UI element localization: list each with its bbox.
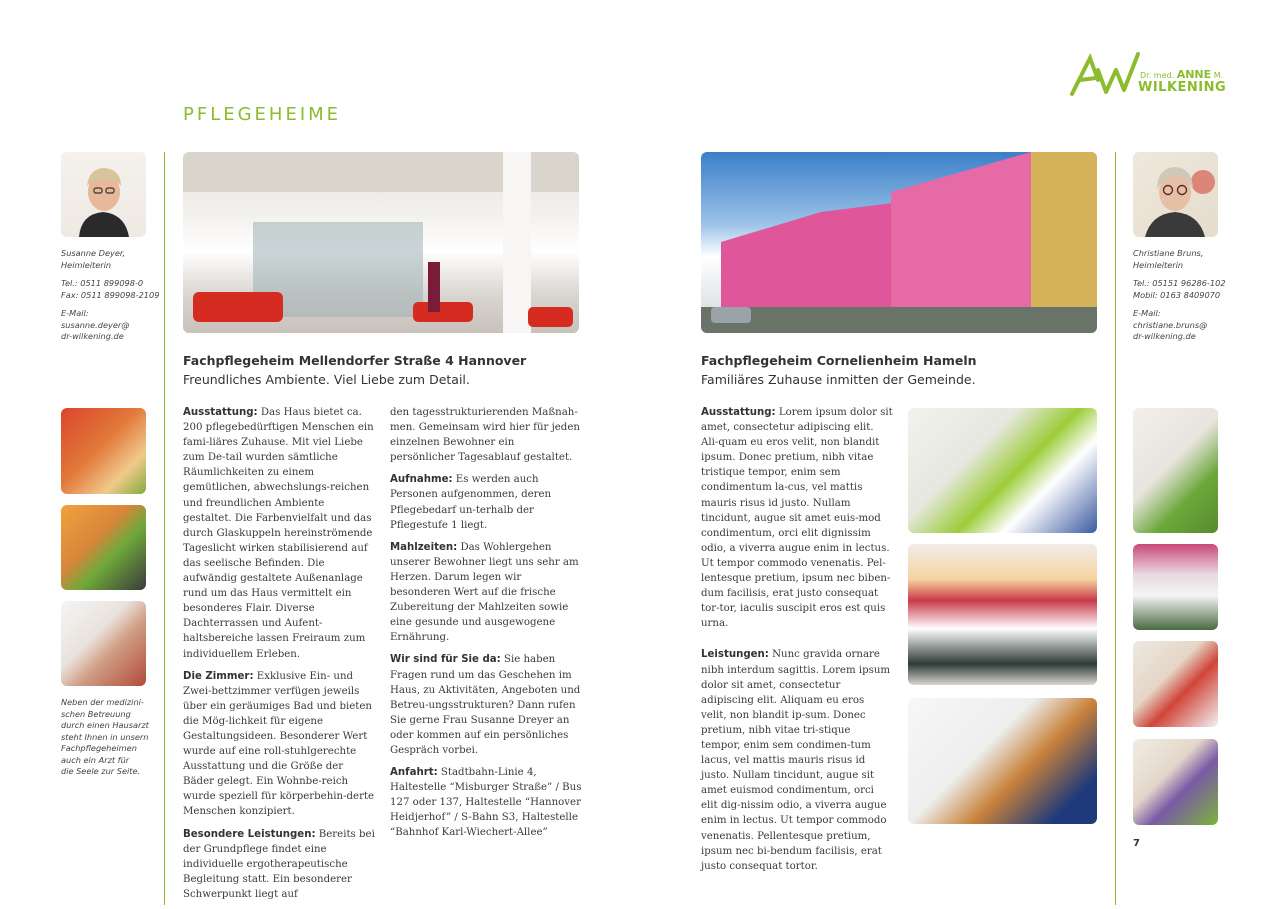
- contact-email-2: dr-wilkening.de: [61, 331, 124, 341]
- hall-scene-graphic: [183, 152, 579, 333]
- contact-role: Heimleiterin: [1133, 259, 1184, 270]
- contact-tel: Tel.: 05151 96286-102: [1133, 278, 1226, 288]
- section-title: PFLEGEHEIME: [183, 104, 342, 125]
- paragraph-mahlzeiten: Mahlzeiten: Das Wohlergehen unserer Bewohner liegt uns sehr am Herzen. Darum legen wir besonderen Wert auf die frische Zubereitung der Mahlzeiten sowie eine gesunde und ausgewogene Ernährung.: [390, 541, 579, 644]
- brand-logo: [1068, 50, 1227, 100]
- left-home-subtitle: Freundliches Ambiente. Viel Liebe zum Detail.: [183, 372, 470, 387]
- caption-line-4: steht Ihnen in unsern: [61, 731, 149, 742]
- side-photo-doctor: [61, 601, 146, 686]
- side-photo-walker: [1133, 408, 1218, 533]
- contact-email-label: E-Mail:: [61, 308, 89, 318]
- portrait-photo-susanne: [61, 152, 146, 237]
- aw-logo-icon: [1068, 50, 1140, 100]
- main-photo-pink-building: [701, 152, 1097, 333]
- person-portrait-icon: [1133, 152, 1218, 237]
- contact-email-1: christiane.bruns@: [1133, 319, 1208, 330]
- right-home-title: Fachpflegeheim Cornelienheim Hameln: [701, 353, 977, 368]
- contact-role: Heimleiterin: [61, 259, 112, 270]
- caption-line-5: Fachpflegeheimen: [61, 743, 137, 753]
- portrait-photo-christiane: [1133, 152, 1218, 237]
- right-home-subtitle: Familiäres Zuhause inmitten der Gemeinde.: [701, 372, 976, 387]
- contact-email-2: dr-wilkening.de: [1133, 331, 1196, 341]
- paragraph-tagesstruktur: den tagesstrukturierenden Maßnah-men. Gemeinsam wird hier für jeden einzelnen Bewohner ein persönlicher Tagesablauf gestaltet.: [390, 407, 580, 464]
- main-photo-entrance-hall: [183, 152, 579, 333]
- side-photo-care-talk: [1133, 739, 1218, 825]
- caption-line-7: die Seele zur Seite.: [61, 766, 141, 776]
- paragraph-ausstattung-right: Ausstattung: Lorem ipsum dolor sit amet, consectetur adipiscing elit. Ali-quam eu eros velit, non blandit ipsum. Donec pretium, nibh vitae tristique tempor, enim sem condimentum la-cus, vel mattis mauris risus id justo. Nullam tincidunt, augue sit amet euis-mod condimentum, orci elit dignissim odio, a viverra augue enim in lectus. Ut tempor commodo venenatis. Pel-lentesque pretium, ipsum nec biben-dum facilisis, erat justo consequat tor-tor, iaculis suscipit eros est quis urna.: [701, 407, 893, 630]
- photo-wheelchair-bath: [908, 408, 1097, 533]
- caption-line-6: auch ein Arzt für: [61, 754, 130, 765]
- paragraph-aufnahme: Aufnahme: Es werden auch Personen aufgenommen, deren Pflegebedarf un-terhalb der Pflegestufe 1 liegt.: [390, 474, 552, 531]
- right-vertical-rule: [1115, 152, 1116, 905]
- logo-last-name: WILKENING: [1138, 80, 1227, 95]
- building-scene-graphic: [701, 152, 1097, 333]
- left-text-column-2: [390, 405, 582, 848]
- side-photo-cooking: [1133, 544, 1218, 630]
- contact-fax: Fax: 0511 899098-2109: [61, 289, 160, 300]
- caption-line-2: schen Betreuung: [61, 708, 131, 719]
- contact-tel: Tel.: 0511 899098-0: [61, 278, 144, 288]
- side-photo-dog-visit: [61, 408, 146, 494]
- logo-name-line: Dr. med. ANNE M.: [1140, 68, 1224, 81]
- paragraph-leistungen-right: Leistungen: Nunc gravida ornare nibh interdum sagittis. Lorem ipsum dolor sit amet, consectetur adipiscing elit. Aliquam eu eros velit, non blandit ip-sum. Donec pretium, nibh vitae tri-stique tempor, enim sem condimen-tum lacus, vel mattis mauris risus id justo. Nullam tincidunt, augue sit amet euismod condimentum, orci elit dig-nissim odio, a viverra augue enim in lectus. Ut tempor commodo venenatis. Pellentesque pretium, ipsum nec bi-bendum facilisis, erat justo consequat tortor.: [701, 649, 891, 872]
- left-vertical-rule: [164, 152, 165, 905]
- left-text-column-1: [183, 405, 375, 909]
- paragraph-kontakt: Wir sind für Sie da: Sie haben Fragen rund um das Geschehen im Haus, zu Aktivitäten, Angeboten und Betreu-ungsstrukturen? Dann rufen Sie gerne Frau Susanne Dreyer an oder kommen auf ein persönliches Gespräch vorbei.: [390, 654, 581, 756]
- right-text-column: [701, 405, 893, 881]
- page-number: 7: [1133, 838, 1140, 849]
- paragraph-leistungen: Besondere Leistungen: Bereits bei der Grundpflege findet eine individuelle ergotherapeutische Begleitung statt. Ein besonderer Schwerpunkt liegt auf: [183, 828, 375, 900]
- contact-name: Christiane Bruns,: [1133, 248, 1204, 258]
- contact-email-1: susanne.deyer@: [61, 319, 130, 330]
- paragraph-ausstattung: Ausstattung: Das Haus bietet ca. 200 pflegebedürftigen Menschen ein fami-liäres Zuhause. Mit viel Liebe zum De-tail wurden sämtliche Räumlichkeiten zu einem gemütlichen, abwechslungs-reichen und freundlichen Ambiente gestaltet. Die Farbenvielfalt und das durch Glaskuppeln hereinströmende Tageslicht wirken stabilisierend auf das seelische Befinden. Die aufwändig gestaltete Außenanlage rund um das Haus vermittelt ein besonderes Flair. Diverse Dachterrassen und Aufent-haltsbereiche lassen Freiraum zum individuellem Erleben.: [183, 407, 374, 660]
- left-contact: [61, 248, 161, 350]
- person-portrait-icon: [61, 152, 146, 237]
- paragraph-zimmer: Die Zimmer: Exklusive Ein- und Zwei-bettzimmer verfügen jeweils über ein geräumiges Bad und bieten die Mög-lichkeit für eigene Gestaltungsideen. Besonderer Wert wurde auf eine roll-stuhlgerechte Ausstattung und die Größe der Bäder gelegt. Ein Wohnbe-reich wurde speziell für körperbehin-derte Menschen konzipiert.: [183, 670, 375, 818]
- left-home-title: Fachpflegeheim Mellendorfer Straße 4 Hannover: [183, 353, 527, 368]
- caption-line-3: durch einen Hausarzt: [61, 720, 149, 730]
- side-photo-caregiver-talk: [61, 505, 146, 590]
- caption-line-1: Neben der medizini-: [61, 697, 144, 707]
- contact-email-label: E-Mail:: [1133, 308, 1161, 318]
- right-contact: [1133, 248, 1243, 350]
- photo-dog-hug: [908, 698, 1097, 824]
- side-photo-exercise: [1133, 641, 1218, 727]
- contact-name: Susanne Deyer,: [61, 248, 126, 258]
- left-side-caption: [61, 697, 161, 778]
- paragraph-anfahrt: Anfahrt: Stadtbahn-Linie 4, Haltestelle “Misburger Straße” / Bus 127 oder 137, Haltestelle “Hannover Heidjerhof” / S-Bahn S3, Haltestelle “Bahnhof Karl-Wiechert-Allee”: [390, 767, 582, 839]
- contact-mobil: Mobil: 0163 8409070: [1133, 289, 1221, 300]
- photo-lounge-balloons: [908, 544, 1097, 685]
